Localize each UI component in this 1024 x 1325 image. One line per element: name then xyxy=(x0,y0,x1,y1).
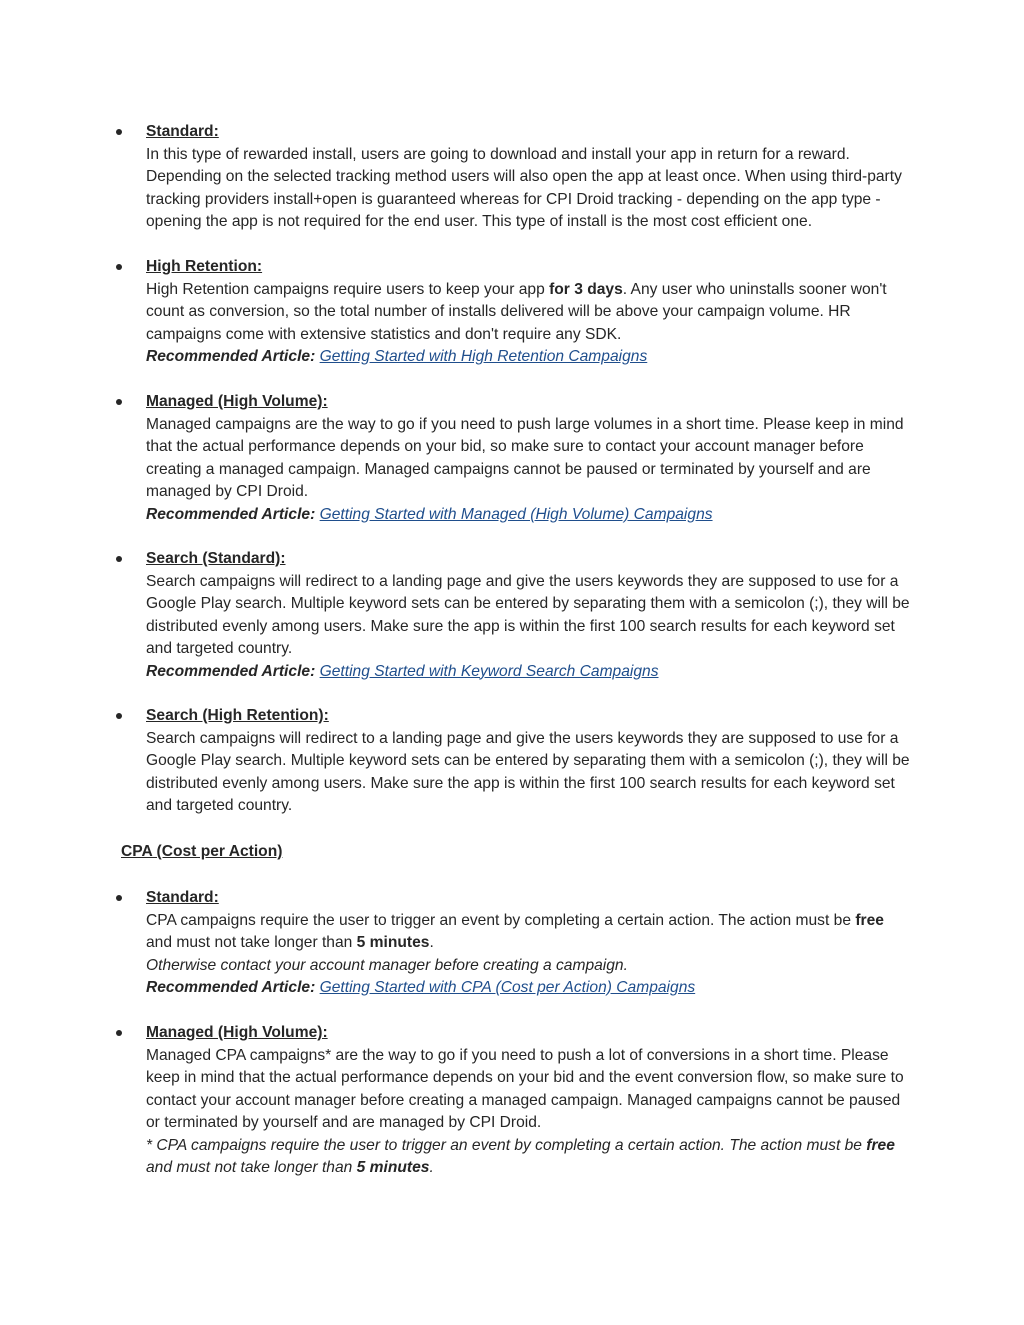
recommended-label: Recommended Article: xyxy=(146,662,316,680)
bullet-icon xyxy=(116,399,122,405)
item-description: High Retention campaigns require users to keep your app for 3 days. Any user who uninstalls sooner won't count as conversion, so the total number of installs delivered will be above your campaign volume. HR campaigns come with extensive statistics and don't require any SDK. xyxy=(146,280,887,343)
list-item-standard xyxy=(146,121,914,234)
recommended-article-link[interactable]: Getting Started with Managed (High Volume) Campaigns xyxy=(319,505,713,523)
item-title: Standard: xyxy=(146,123,219,140)
item-title: Search (Standard): xyxy=(146,550,286,567)
list-item-cpa-standard xyxy=(146,887,914,1000)
recommended-article-link[interactable]: Getting Started with High Retention Campaigns xyxy=(319,348,648,365)
list-item-managed-high-volume xyxy=(146,391,914,526)
item-title: Managed (High Volume): xyxy=(146,393,328,410)
bullet-icon xyxy=(116,264,122,270)
bullet-icon xyxy=(116,1030,122,1036)
item-title: Managed (High Volume): xyxy=(146,1024,328,1041)
recommended-label: Recommended Article: xyxy=(146,505,316,523)
footnote: * CPA campaigns require the user to trigger an event by completing a certain action. The action must be free and must not take longer than 5 minutes. xyxy=(146,1136,895,1176)
recommended-article xyxy=(146,977,914,1000)
section-heading-cpa: CPA (Cost per Action) xyxy=(121,843,283,860)
item-description: Managed CPA campaigns* are the way to go if you need to push a lot of conversions in a short time. Please keep in mind that the actual performance depends on your bid and the event conversion flow, so make sure to contact your account manager before creating a managed campaign. Managed campaigns cannot be paused or terminated by yourself and are managed by CPI Droid. xyxy=(146,1046,904,1131)
item-title: Standard: xyxy=(146,889,219,906)
item-description: CPA campaigns require the user to trigger an event by completing a certain action. The action must be free and must not take longer than 5 minutes. xyxy=(146,911,884,951)
list-item-search-high-retention xyxy=(146,705,914,818)
recommended-article-link[interactable]: Getting Started with CPA (Cost per Action) Campaigns xyxy=(319,979,696,996)
recommended-label: Recommended Article: xyxy=(146,979,316,996)
item-description: Search campaigns will redirect to a landing page and give the users keywords they are supposed to use for a Google Play search. Multiple keyword sets can be entered by separating them with a semicolon (;), they will be distributed evenly among users. Make sure the app is within the first 100 search results for each keyword set and targeted country. xyxy=(146,572,910,657)
recommended-article-link[interactable]: Getting Started with Keyword Search Campaigns xyxy=(319,662,659,680)
item-description: Search campaigns will redirect to a landing page and give the users keywords they are supposed to use for a Google Play search. Multiple keyword sets can be entered by separating them with a semicolon (;), they will be distributed evenly among users. Make sure the app is within the first 100 search results for each keyword set and targeted country. xyxy=(146,729,910,814)
recommended-article xyxy=(146,346,914,369)
list-item-search-standard xyxy=(146,548,914,683)
bullet-icon xyxy=(116,556,122,562)
bullet-icon xyxy=(116,895,122,901)
item-description: In this type of rewarded install, users are going to download and install your app in return for a reward. Depending on the selected tracking method users will also open the app at least once. When using third-party tracking providers install+open is guaranteed whereas for CPI Droid tracking - depending on the app type - opening the app is not required for the end user. This type of install is the most cost efficient one. xyxy=(146,145,902,230)
recommended-label: Recommended Article: xyxy=(146,348,316,365)
recommended-article xyxy=(146,661,914,684)
list-item-cpa-managed-high-volume xyxy=(146,1022,914,1180)
recommended-article xyxy=(146,504,914,527)
item-title: High Retention: xyxy=(146,258,263,275)
bullet-icon xyxy=(116,129,122,135)
bullet-icon xyxy=(116,713,122,719)
italic-note: Otherwise contact your account manager before creating a campaign. xyxy=(146,956,628,974)
item-title: Search (High Retention): xyxy=(146,707,329,724)
list-item-high-retention xyxy=(146,256,914,369)
item-description: Managed campaigns are the way to go if you need to push large volumes in a short time. Please keep in mind that the actual performance depends on your bid, so make sure to contact your account manager before creating a managed campaign. Managed campaigns cannot be paused or terminated by yourself and are managed by CPI Droid. xyxy=(146,415,904,500)
